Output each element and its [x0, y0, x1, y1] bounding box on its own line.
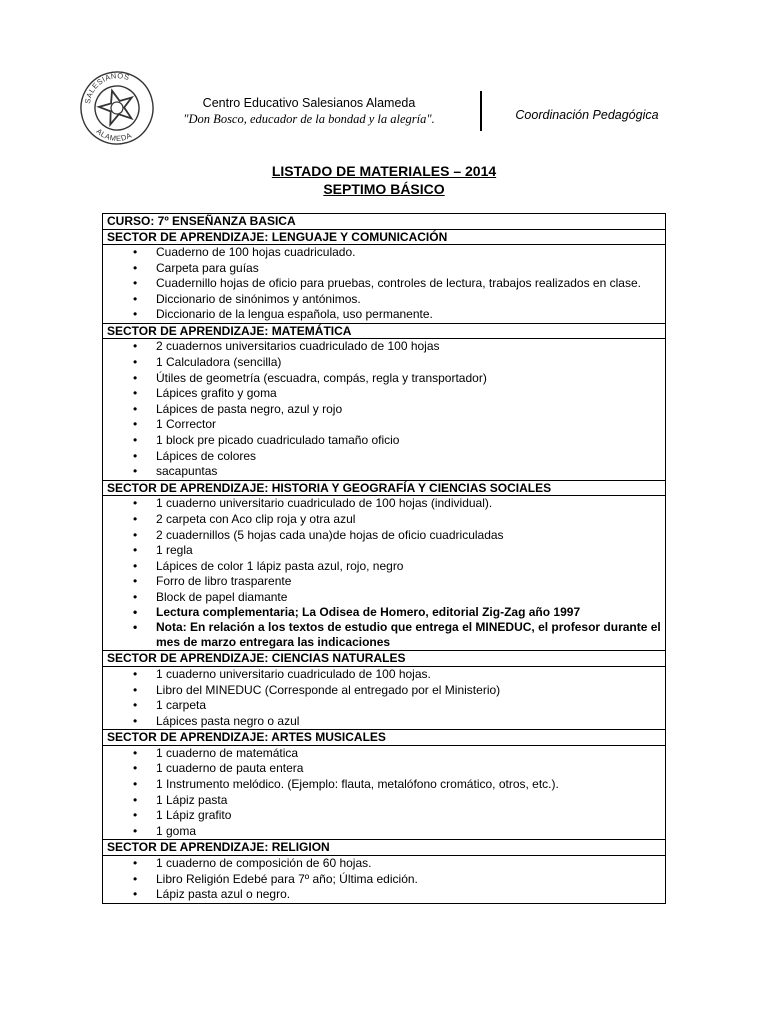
sector-header-row [103, 323, 666, 339]
sector-header-row [103, 840, 666, 856]
coordination-label: Coordinación Pedagógica [515, 108, 659, 122]
list-item: • 1 Corrector [127, 417, 665, 433]
sector-header-row [103, 229, 666, 245]
list-item: • 2 cuadernillos (5 hojas cada una)de hojas de oficio cuadriculadas [127, 528, 665, 544]
sector-items-cell [103, 339, 666, 480]
sector-header-row [103, 480, 666, 496]
materials-table [102, 213, 666, 904]
list-item: • 1 cuaderno de matemática [127, 746, 665, 762]
materials-list [107, 339, 665, 479]
logo-text-bottom: ALAMEDA [94, 126, 134, 144]
sector-items-row [103, 245, 666, 324]
sector-title: SECTOR DE APRENDIZAJE: HISTORIA Y GEOGRAFÍA Y CIENCIAS SOCIALES [103, 480, 666, 496]
school-logo [76, 62, 158, 154]
title-line-1: LISTADO DE MATERIALES – 2014 [271, 163, 497, 179]
sector-title: SECTOR DE APRENDIZAJE: LENGUAJE Y COMUNICACIÓN [103, 229, 666, 245]
star-seal-icon [76, 62, 158, 154]
list-item: • Libro del MINEDUC (Corresponde al entregado por el Ministerio) [127, 683, 665, 699]
school-header [160, 95, 458, 127]
list-item: • 2 cuadernos universitarios cuadriculado de 100 hojas [127, 339, 665, 355]
sector-items-row [103, 855, 666, 903]
list-item: • 1 cuaderno universitario cuadriculado de 100 hojas (individual). [127, 496, 665, 512]
materials-list [107, 856, 665, 903]
sector-items-row [103, 496, 666, 651]
list-item: • 1 Lápiz grafito [127, 808, 665, 824]
materials-list [107, 496, 665, 650]
list-item: • Diccionario de la lengua española, uso permanente. [127, 307, 665, 323]
list-item: • 1 cuaderno de pauta entera [127, 761, 665, 777]
document-title [0, 163, 768, 199]
school-name: Centro Educativo Salesianos Alameda [202, 96, 416, 110]
list-item: • Lápices de pasta negro, azul y rojo [127, 402, 665, 418]
course-label: CURSO: 7º ENSEÑANZA BASICA [103, 214, 666, 230]
sector-items-row [103, 339, 666, 480]
list-item: • Cuaderno de 100 hojas cuadriculado. [127, 245, 665, 261]
title-line-2: SEPTIMO BÁSICO [323, 181, 445, 197]
materials-list [107, 245, 665, 323]
list-item: • Útiles de geometría (escuadra, compás, regla y transportador) [127, 371, 665, 387]
list-item: • Block de papel diamante [127, 590, 665, 606]
list-item: • 1 cuaderno universitario cuadriculado de 100 hojas. [127, 667, 665, 683]
list-item: • Lápices de color 1 lápiz pasta azul, rojo, negro [127, 559, 665, 575]
list-item: • 1 cuaderno de composición de 60 hojas. [127, 856, 665, 872]
list-item: • 1 carpeta [127, 698, 665, 714]
materials-list [107, 746, 665, 840]
sector-items-cell [103, 666, 666, 729]
sector-title: SECTOR DE APRENDIZAJE: ARTES MUSICALES [103, 730, 666, 746]
sector-title: SECTOR DE APRENDIZAJE: CIENCIAS NATURALES [103, 651, 666, 667]
list-item: • 1 regla [127, 543, 665, 559]
list-item: • 1 Calculadora (sencilla) [127, 355, 665, 371]
list-item: • Libro Religión Edebé para 7º año; Última edición. [127, 872, 665, 888]
sector-items-cell [103, 855, 666, 903]
list-item: • 1 Lápiz pasta [127, 793, 665, 809]
sector-title: SECTOR DE APRENDIZAJE: MATEMÁTICA [103, 323, 666, 339]
list-item: • Nota: En relación a los textos de estudio que entrega el MINEDUC, el profesor durante el mes de marzo entregara las indicaciones [127, 620, 665, 650]
list-item: • 1 goma [127, 824, 665, 840]
sector-header-row [103, 651, 666, 667]
header-divider [480, 91, 482, 131]
sector-header-row [103, 730, 666, 746]
list-item: • Diccionario de sinónimos y antónimos. [127, 292, 665, 308]
list-item: • Cuadernillo hojas de oficio para pruebas, controles de lectura, trabajos realizados en clase. [127, 276, 665, 292]
list-item: • Lápices grafito y goma [127, 386, 665, 402]
sector-title: SECTOR DE APRENDIZAJE: RELIGION [103, 840, 666, 856]
list-item: • Lectura complementaria; La Odisea de Homero, editorial Zig-Zag año 1997 [127, 605, 665, 620]
school-motto: "Don Bosco, educador de la bondad y la alegría". [183, 112, 435, 126]
list-item: • 1 Instrumento melódico. (Ejemplo: flauta, metalófono cromático, otros, etc.). [127, 777, 665, 793]
logo-text-top: SALESIANOS [82, 71, 131, 105]
sector-items-row [103, 745, 666, 840]
list-item: • Carpeta para guías [127, 261, 665, 277]
list-item: • Forro de libro trasparente [127, 574, 665, 590]
list-item: • Lápices pasta negro o azul [127, 714, 665, 730]
sector-items-cell [103, 245, 666, 324]
list-item: • 2 carpeta con Aco clip roja y otra azul [127, 512, 665, 528]
list-item: • Lápices de colores [127, 449, 665, 465]
list-item: • Lápiz pasta azul o negro. [127, 887, 665, 903]
sector-items-cell [103, 745, 666, 840]
materials-list [107, 667, 665, 729]
sector-items-row [103, 666, 666, 729]
list-item: • sacapuntas [127, 464, 665, 480]
list-item: • 1 block pre picado cuadriculado tamaño oficio [127, 433, 665, 449]
sector-items-cell [103, 496, 666, 651]
course-row [103, 214, 666, 230]
